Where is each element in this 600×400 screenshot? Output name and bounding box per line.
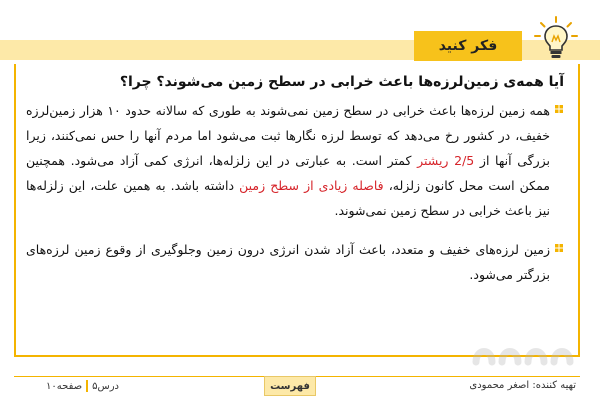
paragraph-1: [26, 98, 564, 223]
footer-author: تهیه کننده: اصغر محمودی: [469, 380, 576, 391]
diamond-bullet-icon: [554, 243, 564, 253]
lesson-label: درس۵: [92, 380, 119, 392]
paragraph-1-part2: کمتر است. به عبارتی در این زلزله‌ها، انرژی کمی آزاد می‌شود. همچنین ممکن است محل کانون زلزله،: [26, 153, 550, 193]
header-tab: [414, 31, 522, 61]
question-heading: آیا همه‌ی زمین‌لرزه‌ها باعث خرابی در سطح زمین می‌شوند؟ چرا؟: [119, 74, 564, 90]
paragraph-1-part1: همه زمین لرزه‌ها باعث خرابی در سطح زمین نمی‌شوند به طوری که سالانه حدود ۱۰ هزار زمین‌لرزه خفیف، در کشور رخ می‌دهد که توسط لرزه نگارها ثبت می‌شود اما مردم آنها را حس نمی‌کنند، زیرا بزرگی آنها از: [26, 103, 551, 168]
page-label: صفحه۱۰: [46, 380, 83, 392]
highlight-richter: 2/5 ریشتر: [417, 153, 475, 168]
paragraph-2-text: زمین لرزه‌های خفیف و متعدد، باعث آزاد شدن انرژی درون زمین وجلوگیری از وقوع زمین لرزه‌های بزرگتر می‌شود.: [26, 242, 550, 282]
highlight-distance: فاصله زیادی از سطح زمین: [239, 178, 384, 193]
menu-button[interactable]: فهرست: [264, 376, 316, 396]
paragraph-1-part3: داشته باشد. به همین علت، این زلزله‌ها نیز باعث خرابی در سطح زمین نمی‌شوند.: [26, 178, 550, 218]
footer-separator: [86, 380, 88, 392]
paragraph-2: [26, 237, 564, 287]
lightbulb-icon: [532, 14, 580, 62]
watermark-logo-icon: [462, 332, 582, 376]
footer-page-info: [46, 380, 119, 392]
header-title: فکر کنید: [438, 38, 498, 54]
content-text: [26, 70, 564, 287]
diamond-bullet-icon: [554, 104, 564, 114]
